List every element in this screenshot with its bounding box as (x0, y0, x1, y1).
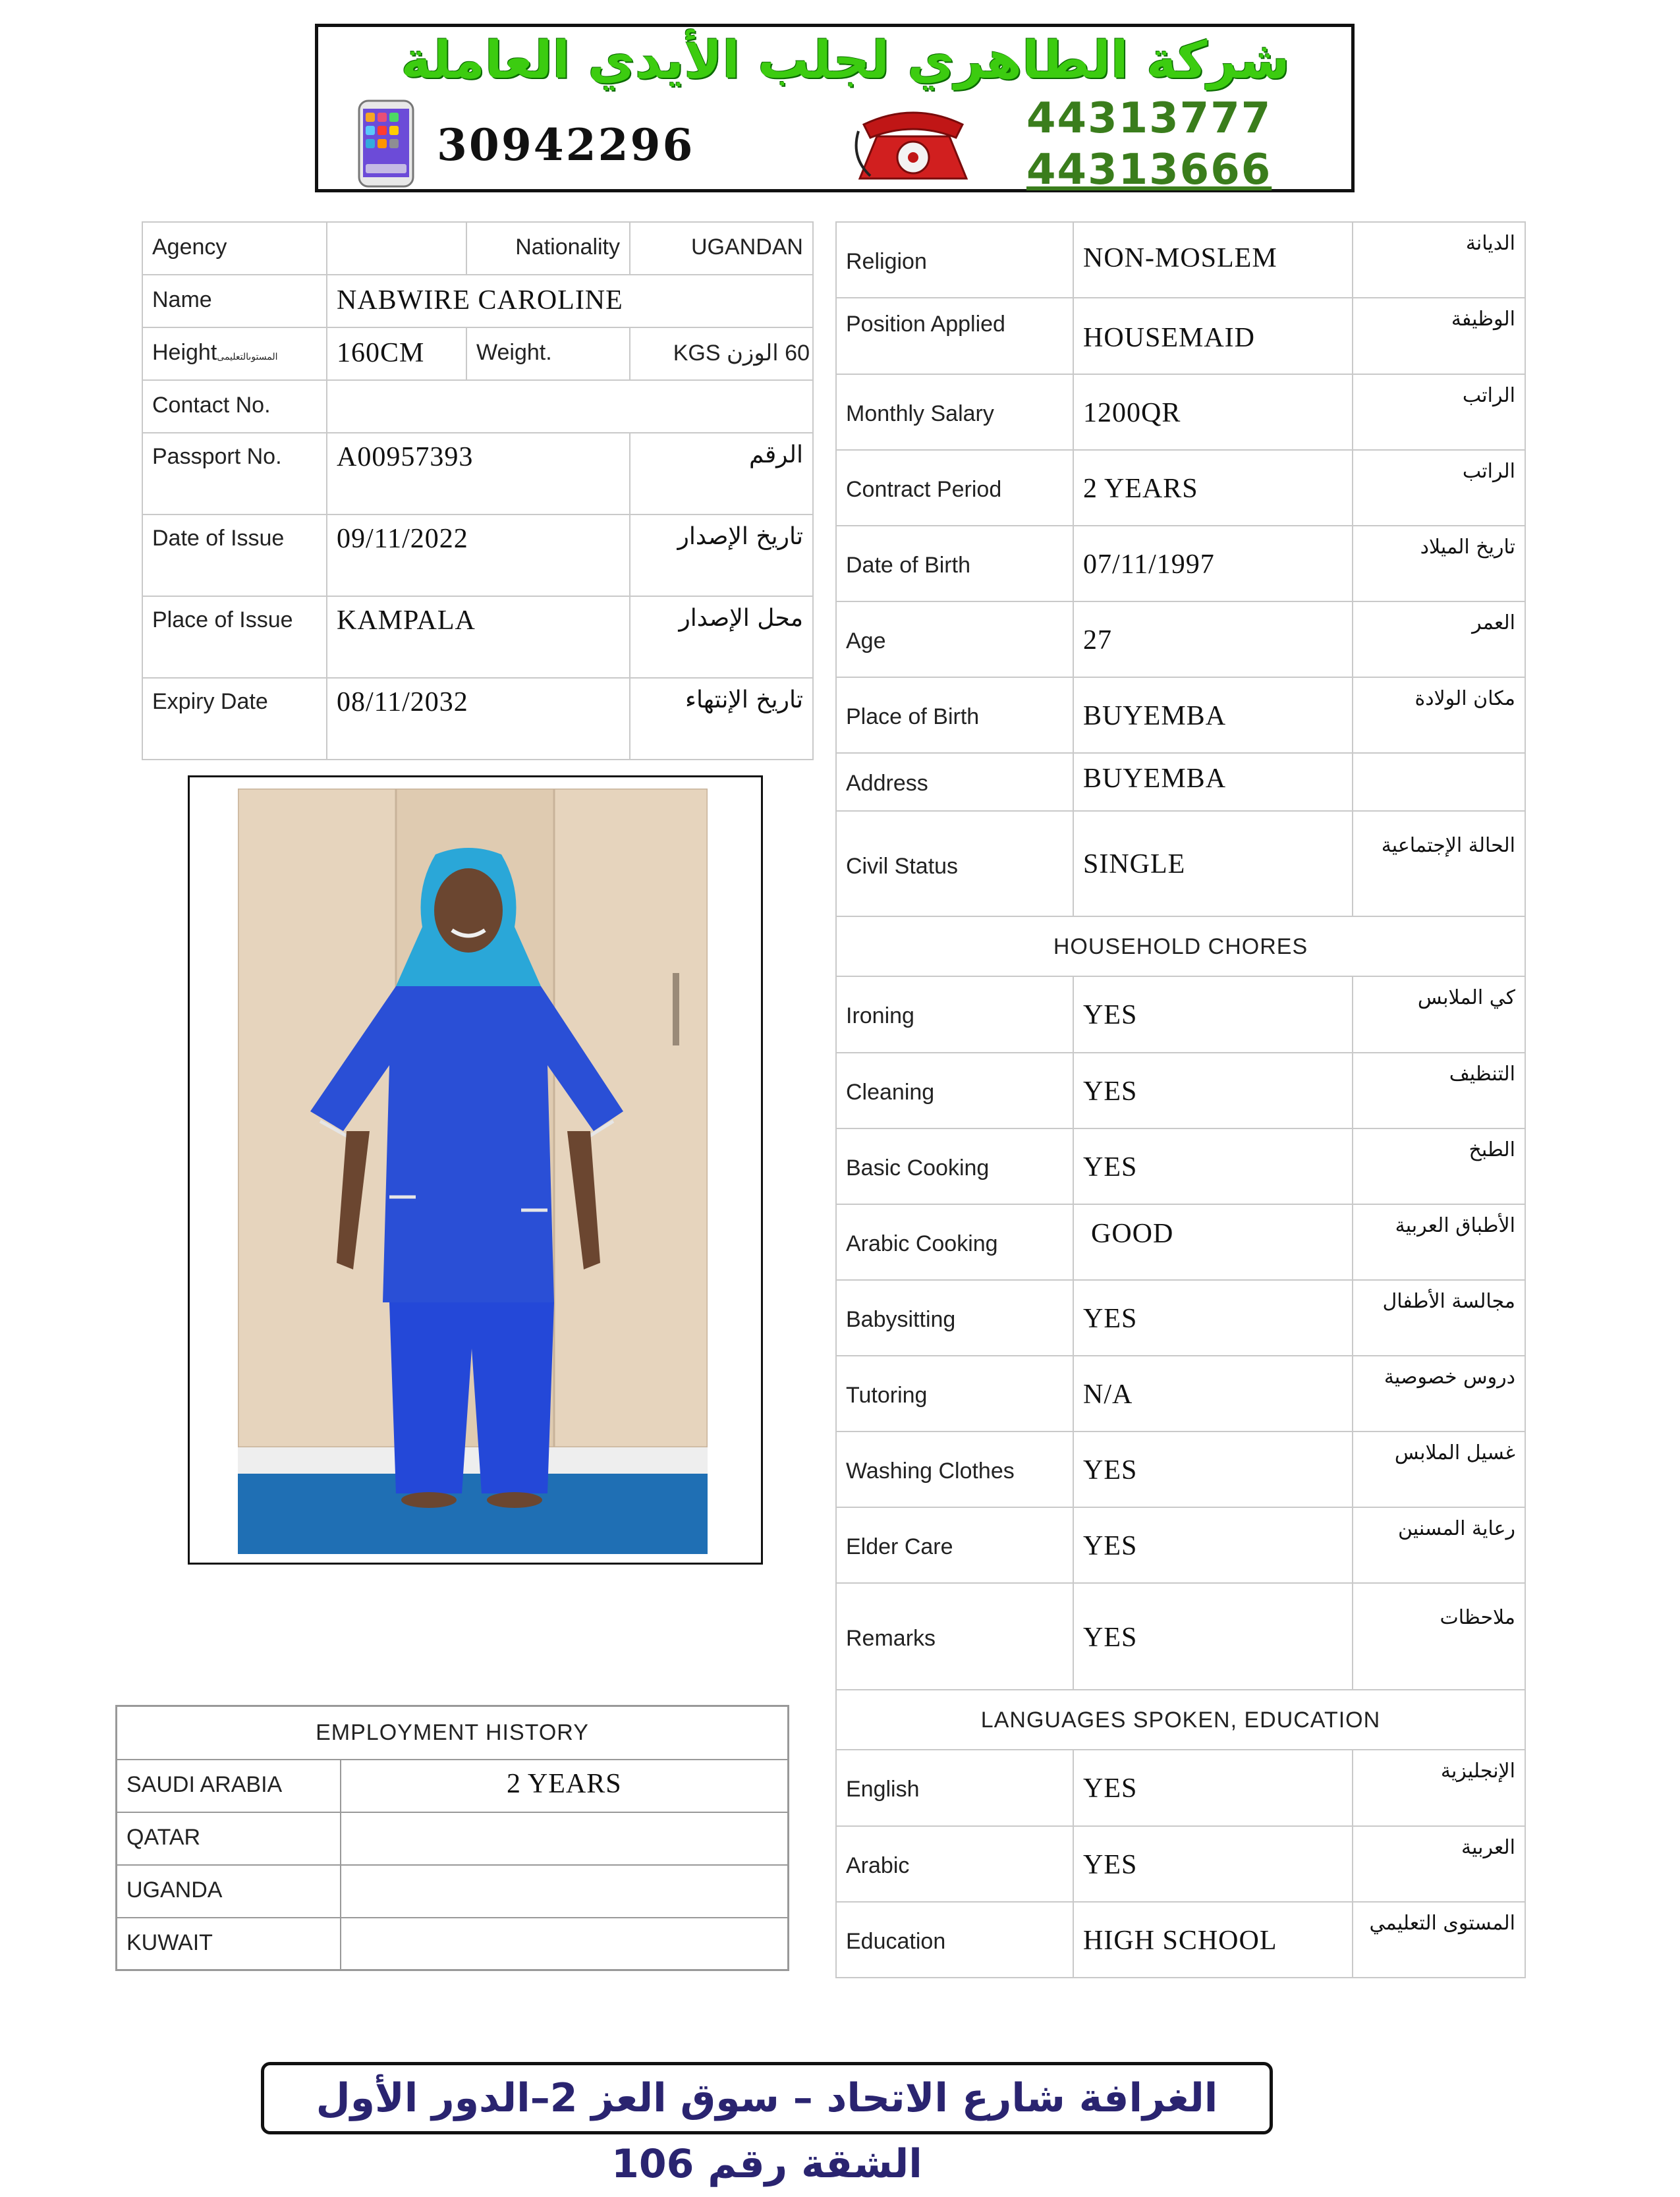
mobile-phone-icon (356, 99, 416, 188)
arabic-arabic: العربية (1461, 1836, 1515, 1859)
address-value: BUYEMBA (1083, 764, 1227, 794)
education-arabic: المستوى التعليمي (1369, 1912, 1515, 1935)
chore-washing-label: Washing Clothes (846, 1459, 1015, 1484)
chore-ironing-arabic: كي الملابس (1417, 986, 1515, 1009)
employment-country: SAUDI ARABIA (126, 1771, 283, 1797)
chore-tutoring-arabic: دروس خصوصية (1384, 1366, 1515, 1389)
chore-elder-care-value: YES (1083, 1531, 1138, 1561)
issue-place-arabic: محل الإصدار (679, 605, 803, 632)
address-label: Address (846, 771, 928, 796)
candidate-photo-frame (188, 775, 763, 1565)
arabic-value: YES (1083, 1850, 1138, 1880)
nationality-label-cell (466, 222, 630, 275)
contract-value: 2 YEARS (1083, 474, 1198, 504)
religion-value: NON-MOSLEM (1083, 243, 1277, 273)
chore-ironing-label: Ironing (846, 1003, 914, 1028)
chore-washing-value: YES (1083, 1455, 1138, 1486)
chore-cleaning-value: YES (1083, 1076, 1138, 1107)
chore-cleaning-arabic: التنظيف (1449, 1063, 1515, 1086)
nationality-label: Nationality (515, 235, 620, 260)
employment-period: 2 YEARS (506, 1768, 622, 1799)
issue-place-value: KAMPALA (337, 605, 476, 636)
age-arabic: العمر (1472, 611, 1515, 634)
english-value: YES (1083, 1773, 1138, 1804)
age-value: 27 (1083, 625, 1112, 655)
passport-value: A00957393 (337, 442, 474, 472)
weight-label: Weight. (476, 340, 552, 365)
position-value: HOUSEMAID (1083, 323, 1255, 353)
dob-value: 07/11/1997 (1083, 549, 1215, 580)
salary-label: Monthly Salary (846, 401, 994, 426)
height-label: Height (152, 340, 217, 365)
remarks-value: YES (1083, 1623, 1138, 1653)
dob-label: Date of Birth (846, 553, 970, 578)
mobile-number: 30942296 (437, 119, 695, 171)
chore-tutoring-label: Tutoring (846, 1383, 928, 1408)
chore-arabic-cooking-value: GOOD (1091, 1219, 1174, 1249)
civil-status-arabic: الحالة الإجتماعية (1381, 834, 1515, 857)
religion-label: Religion (846, 249, 927, 274)
civil-status-value: SINGLE (1083, 849, 1186, 879)
weight-value: 60 الوزن KGS (673, 341, 810, 366)
employment-history-title: EMPLOYMENT HISTORY (316, 1720, 589, 1745)
position-arabic: الوظيفة (1451, 308, 1515, 331)
height-value: 160CM (337, 338, 425, 368)
remarks-label: Remarks (846, 1626, 936, 1651)
chore-basic-cooking-value: YES (1083, 1152, 1138, 1182)
phone-number-2: 44313666 (1026, 146, 1272, 194)
chore-ironing-value: YES (1083, 1000, 1138, 1030)
issue-place-label: Place of Issue (152, 607, 293, 632)
chores-section-title: HOUSEHOLD CHORES (1053, 934, 1308, 959)
chore-washing-arabic: غسيل الملابس (1394, 1441, 1515, 1464)
english-label: English (846, 1777, 920, 1802)
passport-arabic: الرقم (748, 441, 803, 468)
contact-label: Contact No. (152, 393, 271, 418)
birthplace-arabic: مكان الولادة (1414, 687, 1515, 710)
chore-arabic-cooking-arabic: الأطباق العربية (1395, 1214, 1515, 1237)
passport-label: Passport No. (152, 444, 282, 469)
employment-country: QATAR (126, 1824, 201, 1850)
chore-tutoring-value: N/A (1083, 1379, 1133, 1410)
issue-date-arabic: تاريخ الإصدار (677, 523, 803, 550)
salary-arabic: الراتب (1462, 384, 1515, 407)
header-banner (315, 24, 1355, 192)
english-arabic: الإنجليزية (1440, 1760, 1515, 1783)
expiry-value: 08/11/2032 (337, 687, 468, 717)
chore-babysitting-arabic: مجالسة الأطفال (1382, 1290, 1515, 1313)
religion-arabic: الديانة (1465, 232, 1515, 255)
agency-label-cell (142, 222, 327, 275)
expiry-label: Expiry Date (152, 689, 268, 714)
footer-address: الغرافة شارع الاتحاد – سوق العز 2–الدور الأول الشقة رقم 106 (261, 2062, 1273, 2134)
chore-cleaning-label: Cleaning (846, 1080, 935, 1105)
expiry-arabic: تاريخ الإنتهاء (685, 686, 803, 713)
details-table (835, 221, 1526, 1978)
employment-country: KUWAIT (126, 1930, 213, 1955)
issue-date-label: Date of Issue (152, 526, 285, 551)
birthplace-label: Place of Birth (846, 704, 980, 729)
name-label: Name (152, 287, 212, 312)
telephone-icon (851, 105, 976, 182)
height-arabic: المستوىالتعليمى (217, 351, 278, 362)
contract-label: Contract Period (846, 477, 1002, 502)
chore-elder-care-label: Elder Care (846, 1534, 953, 1559)
phone-number-1: 44313777 (1026, 94, 1272, 143)
age-label: Age (846, 628, 886, 654)
chore-arabic-cooking-label: Arabic Cooking (846, 1231, 998, 1256)
nationality-value: UGANDAN (690, 235, 803, 260)
education-label: Education (846, 1929, 946, 1954)
chore-basic-cooking-label: Basic Cooking (846, 1155, 990, 1181)
position-label: Position Applied (846, 312, 1005, 337)
employment-history-table (115, 1705, 789, 1971)
civil-status-label: Civil Status (846, 854, 959, 879)
birthplace-value: BUYEMBA (1083, 701, 1227, 731)
dob-arabic: تاريخ الميلاد (1420, 536, 1515, 559)
chore-elder-care-arabic: رعاية المسنين (1397, 1517, 1515, 1540)
personal-info-table (142, 221, 814, 760)
nationality-value-cell (630, 222, 813, 275)
chore-babysitting-label: Babysitting (846, 1307, 956, 1332)
chore-babysitting-value: YES (1083, 1304, 1138, 1334)
agency-value-cell (327, 222, 466, 275)
issue-date-value: 09/11/2022 (337, 524, 468, 554)
agency-label: Agency (152, 235, 227, 260)
company-name: شركة الطاهري لجلب الأيدي العاملة (401, 31, 1290, 90)
employment-country: UGANDA (126, 1877, 223, 1903)
salary-value: 1200QR (1083, 398, 1181, 428)
languages-section-title: LANGUAGES SPOKEN, EDUCATION (980, 1708, 1381, 1733)
education-value: HIGH SCHOOL (1083, 1926, 1277, 1956)
chore-basic-cooking-arabic: الطبخ (1469, 1138, 1515, 1161)
arabic-label: Arabic (846, 1853, 910, 1878)
name-value: NABWIRE CAROLINE (337, 285, 623, 316)
remarks-arabic: ملاحظات (1440, 1606, 1515, 1629)
contract-arabic: الراتب (1462, 460, 1515, 483)
candidate-photo (238, 789, 708, 1554)
